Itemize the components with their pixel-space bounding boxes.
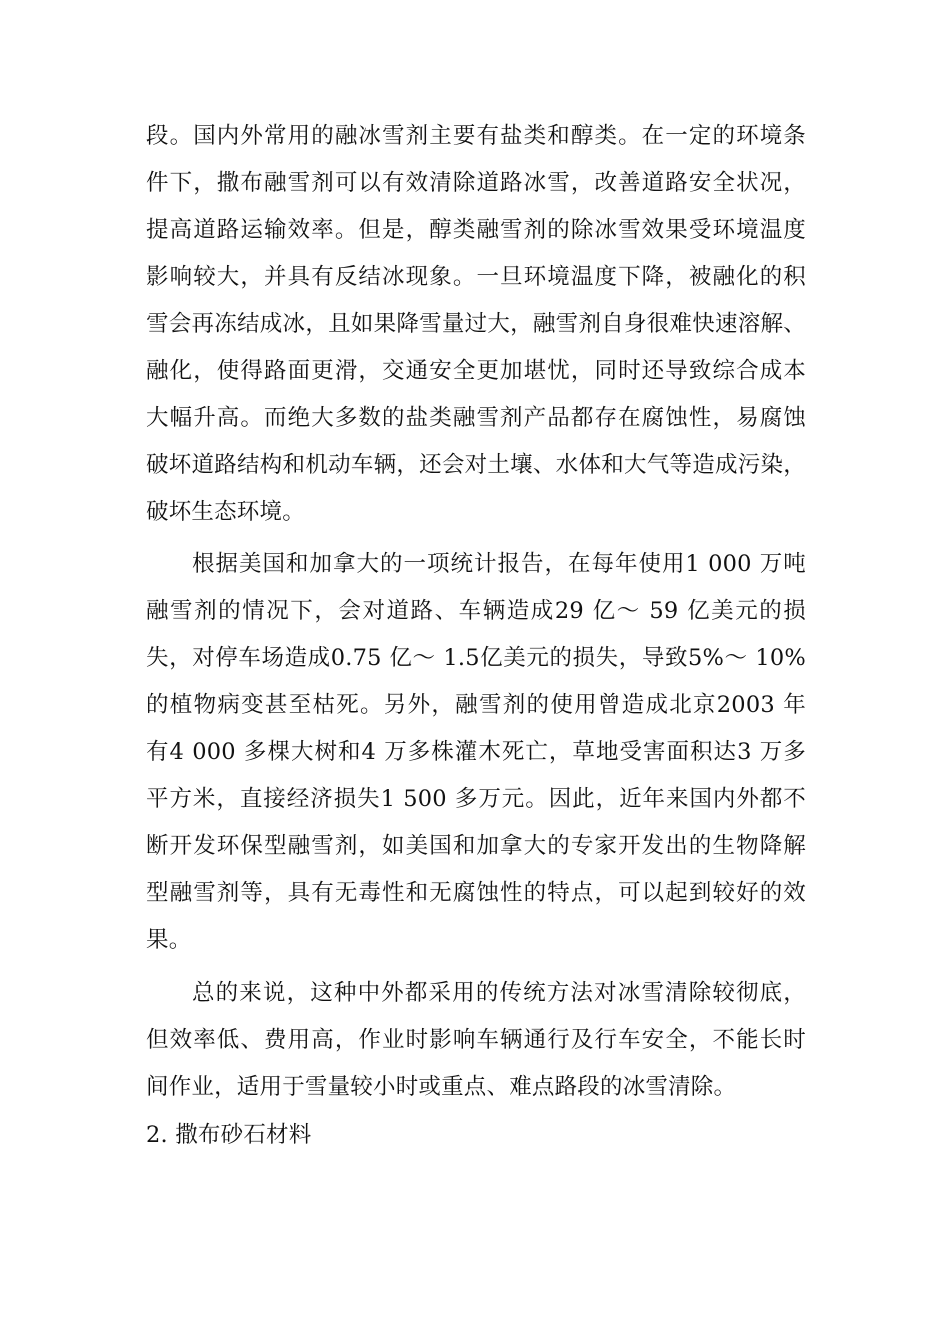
paragraph-line: 根据美国和加拿大的一项统计报告，在每年使用1 000 万吨 — [192, 551, 806, 577]
paragraph-line: 的植物病变甚至枯死。另外，融雪剂的使用曾造成北京2003 年 — [146, 692, 806, 718]
paragraph-line: 果。 — [146, 927, 192, 953]
paragraph-line: 雪会再冻结成冰，且如果降雪量过大，融雪剂自身很难快速溶解、 — [146, 311, 806, 337]
paragraph-line: 融雪剂的情况下，会对道路、车辆造成29 亿～ 59 亿美元的损 — [146, 598, 806, 624]
paragraph-line: 大幅升高。而绝大多数的盐类融雪剂产品都存在腐蚀性，易腐蚀 — [146, 405, 806, 431]
paragraph-line: 段。国内外常用的融冰雪剂主要有盐类和醇类。在一定的环境条 — [146, 123, 806, 149]
paragraph-line: 影响较大，并具有反结冰现象。一旦环境温度下降，被融化的积 — [146, 264, 806, 290]
paragraph-line: 型融雪剂等，具有无毒性和无腐蚀性的特点，可以起到较好的效 — [146, 880, 806, 906]
paragraph-line: 件下，撒布融雪剂可以有效清除道路冰雪，改善道路安全状况， — [146, 170, 806, 196]
paragraph-line: 破坏生态环境。 — [146, 499, 305, 525]
paragraph-line: 总的来说，这种中外都采用的传统方法对冰雪清除较彻底， — [192, 980, 806, 1006]
paragraph-line: 但效率低、费用高，作业时影响车辆通行及行车安全，不能长时 — [146, 1027, 806, 1053]
paragraph-line: 断开发环保型融雪剂，如美国和加拿大的专家开发出的生物降解 — [146, 833, 806, 859]
paragraph-line: 融化，使得路面更滑，交通安全更加堪忧，同时还导致综合成本 — [146, 358, 806, 384]
paragraph-line: 平方米，直接经济损失1 500 多万元。因此，近年来国内外都不 — [146, 786, 806, 812]
paragraph-line: 有4 000 多棵大树和4 万多株灌木死亡，草地受害面积达3 万多 — [146, 739, 806, 765]
paragraph-line: 破坏道路结构和机动车辆，还会对土壤、水体和大气等造成污染， — [146, 452, 806, 478]
paragraph-line: 提高道路运输效率。但是，醇类融雪剂的除冰雪效果受环境温度 — [146, 217, 806, 243]
paragraph-line: 失，对停车场造成0.75 亿～ 1.5亿美元的损失，导致5%～ 10% — [146, 645, 806, 671]
paragraph-line: 间作业，适用于雪量较小时或重点、难点路段的冰雪清除。 — [146, 1074, 737, 1100]
section-heading: 2. 撒布砂石材料 — [146, 1122, 312, 1148]
